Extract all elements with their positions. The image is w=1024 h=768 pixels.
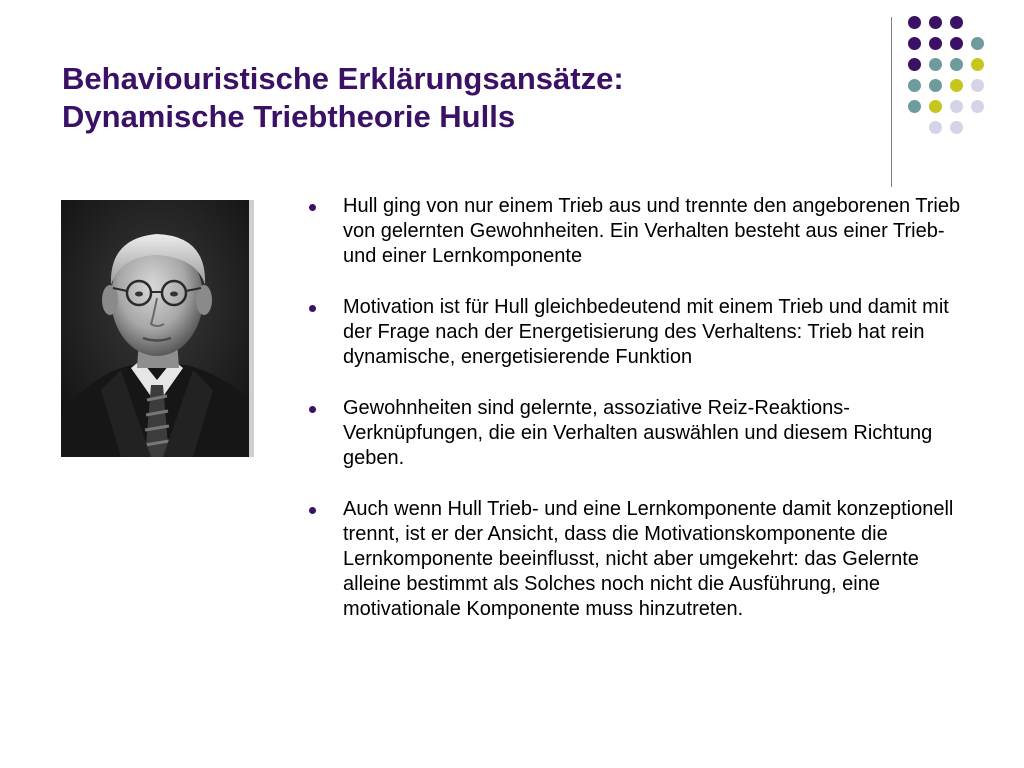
decorative-dot xyxy=(908,100,921,113)
slide-title-line-1: Behaviouristische Erklärungsansätze: xyxy=(62,61,624,96)
bullet-text: Gewohnheiten sind gelernte, assoziative Reiz-Reaktions-Verknüpfungen, die ein Verhalten auswählen und diesem Richtung geben. xyxy=(343,397,933,469)
portrait-photo xyxy=(61,200,254,457)
portrait-photo-image xyxy=(61,200,254,457)
bullet-item xyxy=(305,194,977,269)
bullet-dot-icon xyxy=(309,406,316,413)
bullet-text: Motivation ist für Hull gleichbedeutend mit einem Trieb und damit mit der Frage nach der Energetisierung des Verhaltens: Trieb hat rein dynamische, energetisierende Funktion xyxy=(343,296,949,368)
decorative-dot xyxy=(929,79,942,92)
decorative-dot xyxy=(908,58,921,71)
decorative-dot xyxy=(929,100,942,113)
bullet-list xyxy=(305,194,977,648)
decorative-dot xyxy=(950,58,963,71)
bullet-text: Hull ging von nur einem Trieb aus und trennte den angeborenen Trieb von gelernten Gewohnheiten. Ein Verhalten besteht aus einer Trieb- und einer Lernkomponente xyxy=(343,195,961,267)
decorative-dot xyxy=(971,58,984,71)
bullet-item xyxy=(305,295,977,370)
bullet-dot-icon xyxy=(309,204,316,211)
decorative-dot xyxy=(950,16,963,29)
decorative-dot xyxy=(929,37,942,50)
decorative-dot xyxy=(950,37,963,50)
vertical-divider xyxy=(891,17,892,187)
slide-title xyxy=(62,60,862,136)
bullet-dot-icon xyxy=(309,507,316,514)
decorative-dot xyxy=(929,121,942,134)
decorative-dot xyxy=(929,58,942,71)
bullet-dot-icon xyxy=(309,305,316,312)
decorative-dot xyxy=(971,37,984,50)
bullet-item xyxy=(305,396,977,471)
bullet-text: Auch wenn Hull Trieb- und eine Lernkomponente damit konzeptionell trennt, ist er der Ansicht, dass die Motivationskomponente die Lernkomponente beeinflusst, nicht aber umgekehrt: das Gelernte alleine bestimmt als Solches noch nicht die Ausführung, eine motivationale Komponente muss hinzutreten. xyxy=(343,498,954,620)
decorative-dot xyxy=(908,37,921,50)
decorative-dot xyxy=(950,121,963,134)
decorative-dot xyxy=(908,79,921,92)
slide-title-line-2: Dynamische Triebtheorie Hulls xyxy=(62,99,516,134)
decorative-dot xyxy=(950,79,963,92)
decorative-dot xyxy=(908,16,921,29)
decorative-dot xyxy=(971,100,984,113)
decorative-dot xyxy=(929,16,942,29)
bullet-item xyxy=(305,497,977,622)
decorative-dot xyxy=(971,79,984,92)
decorative-dot xyxy=(950,100,963,113)
